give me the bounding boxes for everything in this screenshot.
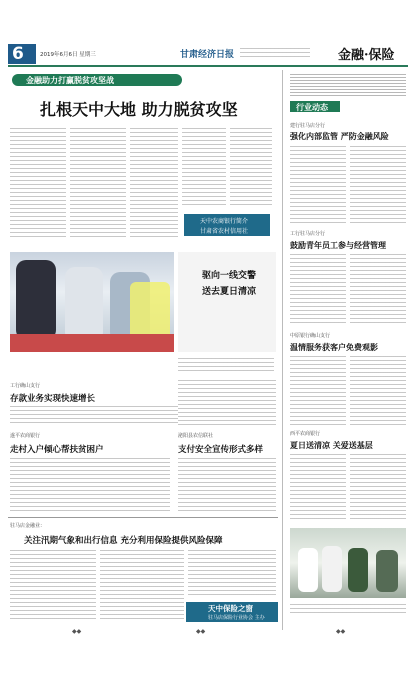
footer-mid: ◆◆ [196,628,206,635]
s3-title: 温情服务获客户免费观影 [290,342,378,352]
s1-kicker: 建行驻马店分行 [290,123,326,129]
s4-title: 夏日送清凉 关爱送基层 [290,440,373,450]
a2-kicker: 遂平农商银行 [10,433,41,439]
a2-body [10,458,170,512]
ad-box-1-line2: 甘肃省农村信用社 [200,228,249,235]
article-col-5 [230,128,272,208]
a4-body-1 [10,550,96,620]
a0-continue [178,380,276,426]
news-tag: 行业动态 [296,103,328,112]
a3-kicker: 泌阳县农信联社 [178,433,214,439]
banner-tag: 金融助力打赢脱贫攻坚战 [26,76,114,85]
header-info [240,48,310,60]
s3-body-2 [350,356,406,426]
s2-kicker: 工行驻马店分行 [290,231,326,237]
ad-box-2-title: 天中保险之窗 [208,604,253,613]
photo-caption-line1: 驱向一线交警 [202,271,257,281]
ad-box-2-sub: 驻马店保险行业协会 主办 [208,615,265,621]
s4-body-1 [290,454,346,520]
sidebar-divider [282,70,283,630]
a4-body-3 [188,550,276,598]
ad-box-1-line1: 天中农商银行简介 [200,218,249,225]
article-col-2 [70,128,126,240]
footer-left: ◆◆ [72,628,82,635]
header-rule [8,65,408,67]
a1-kicker: 工行确山支行 [10,383,41,389]
a1-title: 存款业务实现快速增长 [10,394,96,404]
traffic-police-photo [10,252,174,352]
article-col-3 [130,128,178,240]
s1-body-1 [290,146,346,226]
a4-body-2 [100,550,184,620]
a4-kicker: 驻马店金融业： [10,523,46,529]
photo-caption-box [178,252,276,352]
a4-title: 关注汛期气象和出行信息 充分利用保险提供风险保障 [24,536,223,546]
a1-body [10,406,178,424]
a3-title: 支付安全宣传形式多样 [178,445,264,455]
date-line: 2019年6月6日 星期三 [40,52,96,58]
s3-kicker: 中原银行确山支行 [290,333,331,339]
sidebar-photo-caption [290,604,406,616]
page-number: 6 [12,44,24,64]
a4-divider [8,517,278,518]
photo-caption-text [178,358,274,372]
s1-body-2 [350,146,406,226]
s1-title: 强化内部监管 严防金融风险 [290,131,389,141]
article-col-1 [10,128,66,240]
sidebar-contact-block [290,74,406,96]
s2-body-2 [350,254,406,324]
article-col-4 [182,128,226,208]
footer-right: ◆◆ [336,628,346,635]
s4-body-2 [350,454,406,520]
photo-caption-line2: 送去夏日清凉 [202,287,257,297]
a3-body [178,458,276,512]
banner-headline: 扎根天中大地 助力脱贫攻坚 [40,100,238,119]
s2-body-1 [290,254,346,324]
s4-kicker: 西平农商银行 [290,431,321,437]
paper-name: 甘肃经济日报 [180,50,235,60]
sidebar-photo [290,528,406,598]
section-title: 金融·保险 [338,48,395,63]
s2-title: 鼓励青年员工参与经营管理 [290,240,386,250]
s3-body-1 [290,356,346,426]
a2-title: 走村入户倾心帮扶贫困户 [10,445,104,455]
